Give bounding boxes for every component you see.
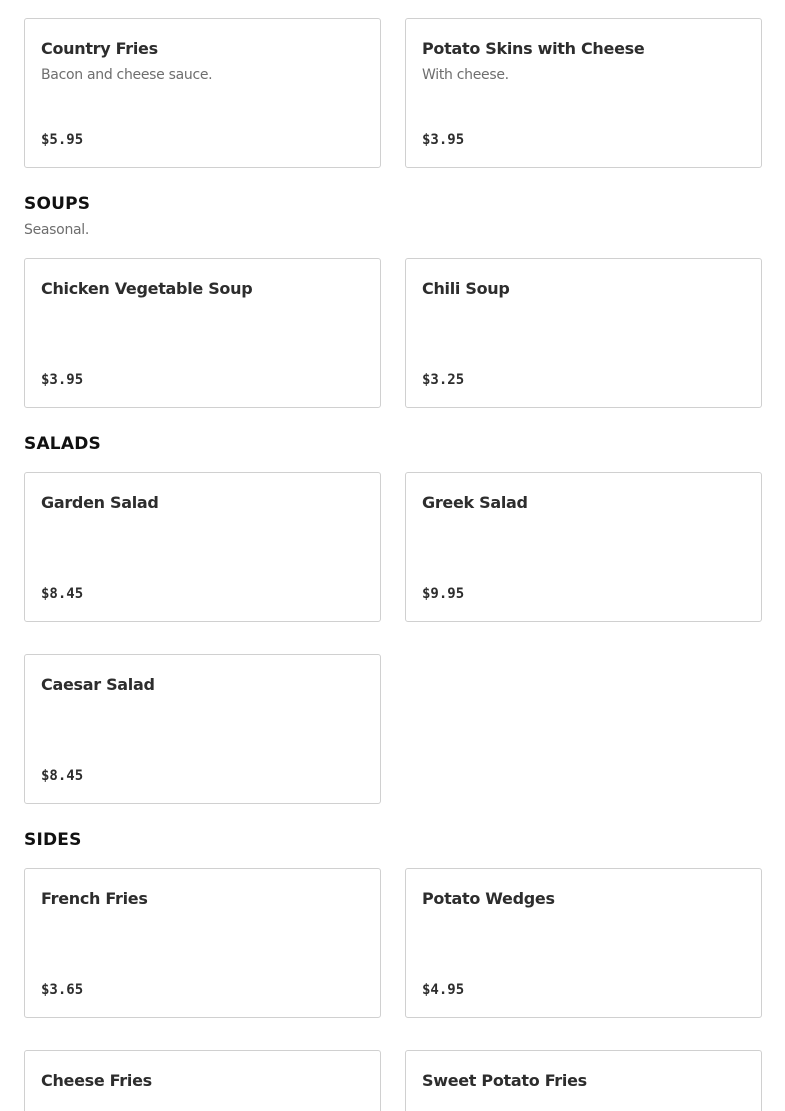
menu-item-card[interactable] bbox=[405, 868, 762, 1018]
menu-item-name: Caesar Salad bbox=[41, 675, 155, 694]
menu-item-name: French Fries bbox=[41, 889, 148, 908]
menu-item-card[interactable] bbox=[24, 654, 381, 804]
menu-item-name: Country Fries bbox=[41, 39, 158, 58]
menu-item-description: Bacon and cheese sauce. bbox=[41, 67, 213, 83]
menu-item-price: $3.65 bbox=[41, 982, 84, 998]
menu-item-card[interactable] bbox=[405, 258, 762, 408]
menu-item-card[interactable] bbox=[24, 868, 381, 1018]
menu-item-price: $9.95 bbox=[422, 586, 465, 602]
menu-item-price: $3.95 bbox=[41, 372, 84, 388]
menu-item-card[interactable] bbox=[24, 258, 381, 408]
menu-item-price: $4.95 bbox=[422, 982, 465, 998]
menu-item-name: Greek Salad bbox=[422, 493, 528, 512]
section-title-soups: SOUPS bbox=[24, 194, 91, 214]
section-description-soups: Seasonal. bbox=[24, 222, 90, 238]
menu-item-price: $3.95 bbox=[422, 132, 465, 148]
menu-item-card[interactable] bbox=[405, 18, 762, 168]
menu-item-card[interactable] bbox=[405, 1050, 762, 1111]
menu-item-name: Sweet Potato Fries bbox=[422, 1071, 587, 1090]
menu-item-price: $3.25 bbox=[422, 372, 465, 388]
menu-item-card[interactable] bbox=[24, 472, 381, 622]
menu-item-name: Potato Skins with Cheese bbox=[422, 39, 645, 58]
menu-item-name: Potato Wedges bbox=[422, 889, 555, 908]
section-title-sides: SIDES bbox=[24, 830, 82, 850]
menu-item-name: Chili Soup bbox=[422, 279, 510, 298]
menu-item-card[interactable] bbox=[24, 1050, 381, 1111]
section-title-salads: SALADS bbox=[24, 434, 101, 454]
menu-item-price: $5.95 bbox=[41, 132, 84, 148]
menu-item-name: Garden Salad bbox=[41, 493, 159, 512]
menu-item-card[interactable] bbox=[24, 18, 381, 168]
menu-item-name: Chicken Vegetable Soup bbox=[41, 279, 253, 298]
menu-item-description: With cheese. bbox=[422, 67, 509, 83]
menu-item-card[interactable] bbox=[405, 472, 762, 622]
menu-item-price: $8.45 bbox=[41, 586, 84, 602]
menu-item-price: $8.45 bbox=[41, 768, 84, 784]
menu-item-name: Cheese Fries bbox=[41, 1071, 152, 1090]
